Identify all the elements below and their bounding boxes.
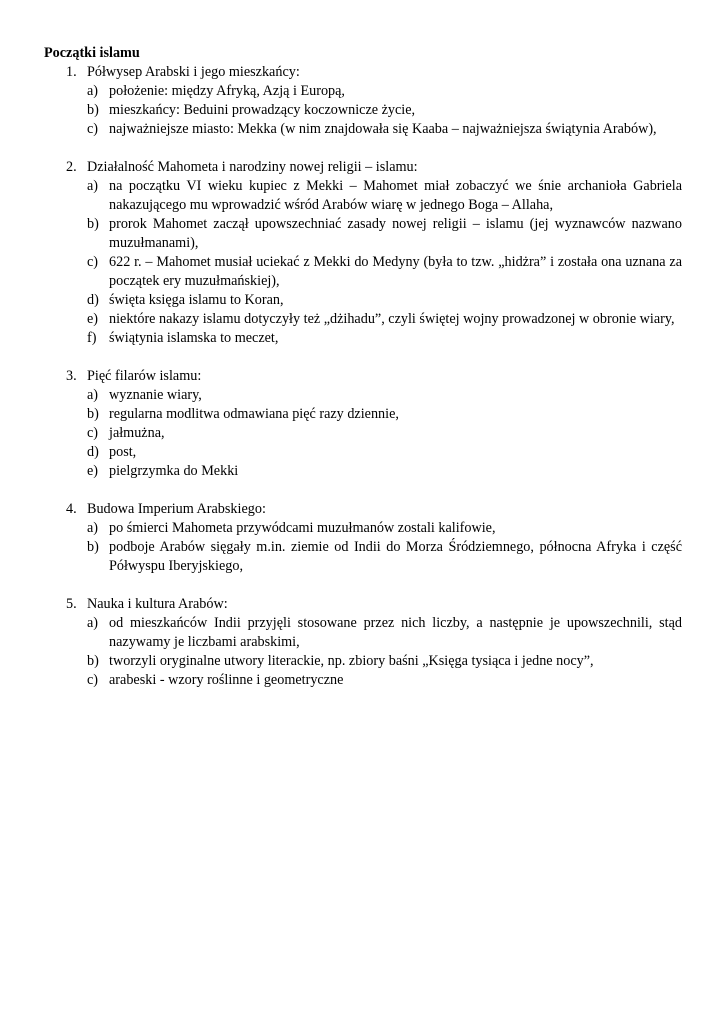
section-heading-text: Działalność Mahometa i narodziny nowej religii – islamu: (87, 159, 418, 175)
item-letter: c) (87, 254, 99, 270)
section-heading-text: Budowa Imperium Arabskiego: (87, 501, 266, 517)
section-2 (44, 158, 682, 348)
section-heading-text: Pięć filarów islamu: (87, 368, 202, 384)
item-letter: c) (87, 425, 99, 441)
list-item (44, 614, 682, 652)
section-items (44, 614, 682, 690)
list-item (44, 291, 682, 310)
list-item (44, 405, 682, 424)
list-item (44, 519, 682, 538)
section-heading (44, 500, 682, 519)
list-item (44, 424, 682, 443)
item-text: położenie: między Afryką, Azją i Europą, (109, 83, 345, 99)
section-heading (44, 63, 682, 82)
list-item (44, 177, 682, 215)
item-letter: e) (87, 463, 99, 479)
item-letter: d) (87, 444, 99, 460)
document-page (44, 44, 682, 690)
list-item (44, 120, 682, 139)
item-letter: a) (87, 83, 99, 99)
item-text: wyznanie wiary, (109, 387, 202, 403)
item-text: jałmużna, (109, 425, 165, 441)
section-5 (44, 595, 682, 690)
section-heading (44, 158, 682, 177)
list-item (44, 82, 682, 101)
item-letter: a) (87, 615, 99, 631)
item-letter: b) (87, 406, 99, 422)
section-number: 5. (66, 596, 77, 612)
item-text: święta księga islamu to Koran, (109, 292, 284, 308)
item-text: prorok Mahomet zaczął upowszechniać zasady nowej religii – islamu (jej wyznawców nazwano muzułmanami), (109, 216, 682, 251)
item-letter: c) (87, 672, 99, 688)
list-item (44, 386, 682, 405)
section-number: 2. (66, 159, 77, 175)
section-3 (44, 367, 682, 481)
item-letter: a) (87, 387, 99, 403)
item-letter: c) (87, 121, 99, 137)
section-1 (44, 63, 682, 139)
list-item (44, 538, 682, 576)
item-text: świątynia islamska to meczet, (109, 330, 279, 346)
item-letter: d) (87, 292, 99, 308)
item-text: arabeski - wzory roślinne i geometryczne (109, 672, 344, 688)
list-item (44, 462, 682, 481)
item-letter: a) (87, 178, 99, 194)
item-text: po śmierci Mahometa przywódcami muzułmanów zostali kalifowie, (109, 520, 496, 536)
list-item (44, 329, 682, 348)
item-text: mieszkańcy: Beduini prowadzący koczownicze życie, (109, 102, 416, 118)
item-letter: a) (87, 520, 99, 536)
item-letter: b) (87, 216, 99, 232)
document-title: Początki islamu (44, 45, 140, 61)
item-text: na początku VI wieku kupiec z Mekki – Mahomet miał zobaczyć we śnie archanioła Gabriela nakazującego mu wprowadzić wśród Arabów wiarę w jednego Boga – Allaha, (109, 178, 682, 213)
section-number: 3. (66, 368, 77, 384)
item-text: podboje Arabów sięgały m.in. ziemie od Indii do Morza Śródziemnego, północna Afryka i część Półwyspu Iberyjskiego, (109, 539, 682, 574)
item-text: 622 r. – Mahomet musiał uciekać z Mekki do Medyny (była to tzw. „hidżra” i została ona uznana za początek ery muzułmańskiej), (109, 254, 682, 289)
section-items (44, 386, 682, 481)
item-letter: e) (87, 311, 99, 327)
section-items (44, 82, 682, 139)
item-text: niektóre nakazy islamu dotyczyły też „dżihadu”, czyli świętej wojny prowadzonej w obronie wiary, (109, 311, 675, 327)
item-text: pielgrzymka do Mekki (109, 463, 239, 479)
item-text: od mieszkańców Indii przyjęli stosowane przez nich liczby, a następnie je upowszechnili, stąd nazywamy je liczbami arabskimi, (109, 615, 682, 650)
section-heading (44, 367, 682, 386)
item-letter: b) (87, 653, 99, 669)
section-heading (44, 595, 682, 614)
list-item (44, 671, 682, 690)
section-number: 1. (66, 64, 77, 80)
list-item (44, 101, 682, 120)
item-text: post, (109, 444, 137, 460)
item-text: regularna modlitwa odmawiana pięć razy dziennie, (109, 406, 399, 422)
list-item (44, 253, 682, 291)
section-number: 4. (66, 501, 77, 517)
item-text: tworzyli oryginalne utwory literackie, np. zbiory baśni „Księga tysiąca i jedne nocy”, (109, 653, 594, 669)
list-item (44, 310, 682, 329)
item-letter: b) (87, 102, 99, 118)
section-4 (44, 500, 682, 576)
item-letter: b) (87, 539, 99, 555)
list-item (44, 652, 682, 671)
section-items (44, 177, 682, 348)
section-items (44, 519, 682, 576)
section-heading-text: Nauka i kultura Arabów: (87, 596, 228, 612)
item-text: najważniejsze miasto: Mekka (w nim znajdowała się Kaaba – najważniejsza świątynia Arabów), (109, 121, 657, 137)
list-item (44, 215, 682, 253)
list-item (44, 443, 682, 462)
item-letter: f) (87, 330, 97, 346)
section-heading-text: Półwysep Arabski i jego mieszkańcy: (87, 64, 300, 80)
